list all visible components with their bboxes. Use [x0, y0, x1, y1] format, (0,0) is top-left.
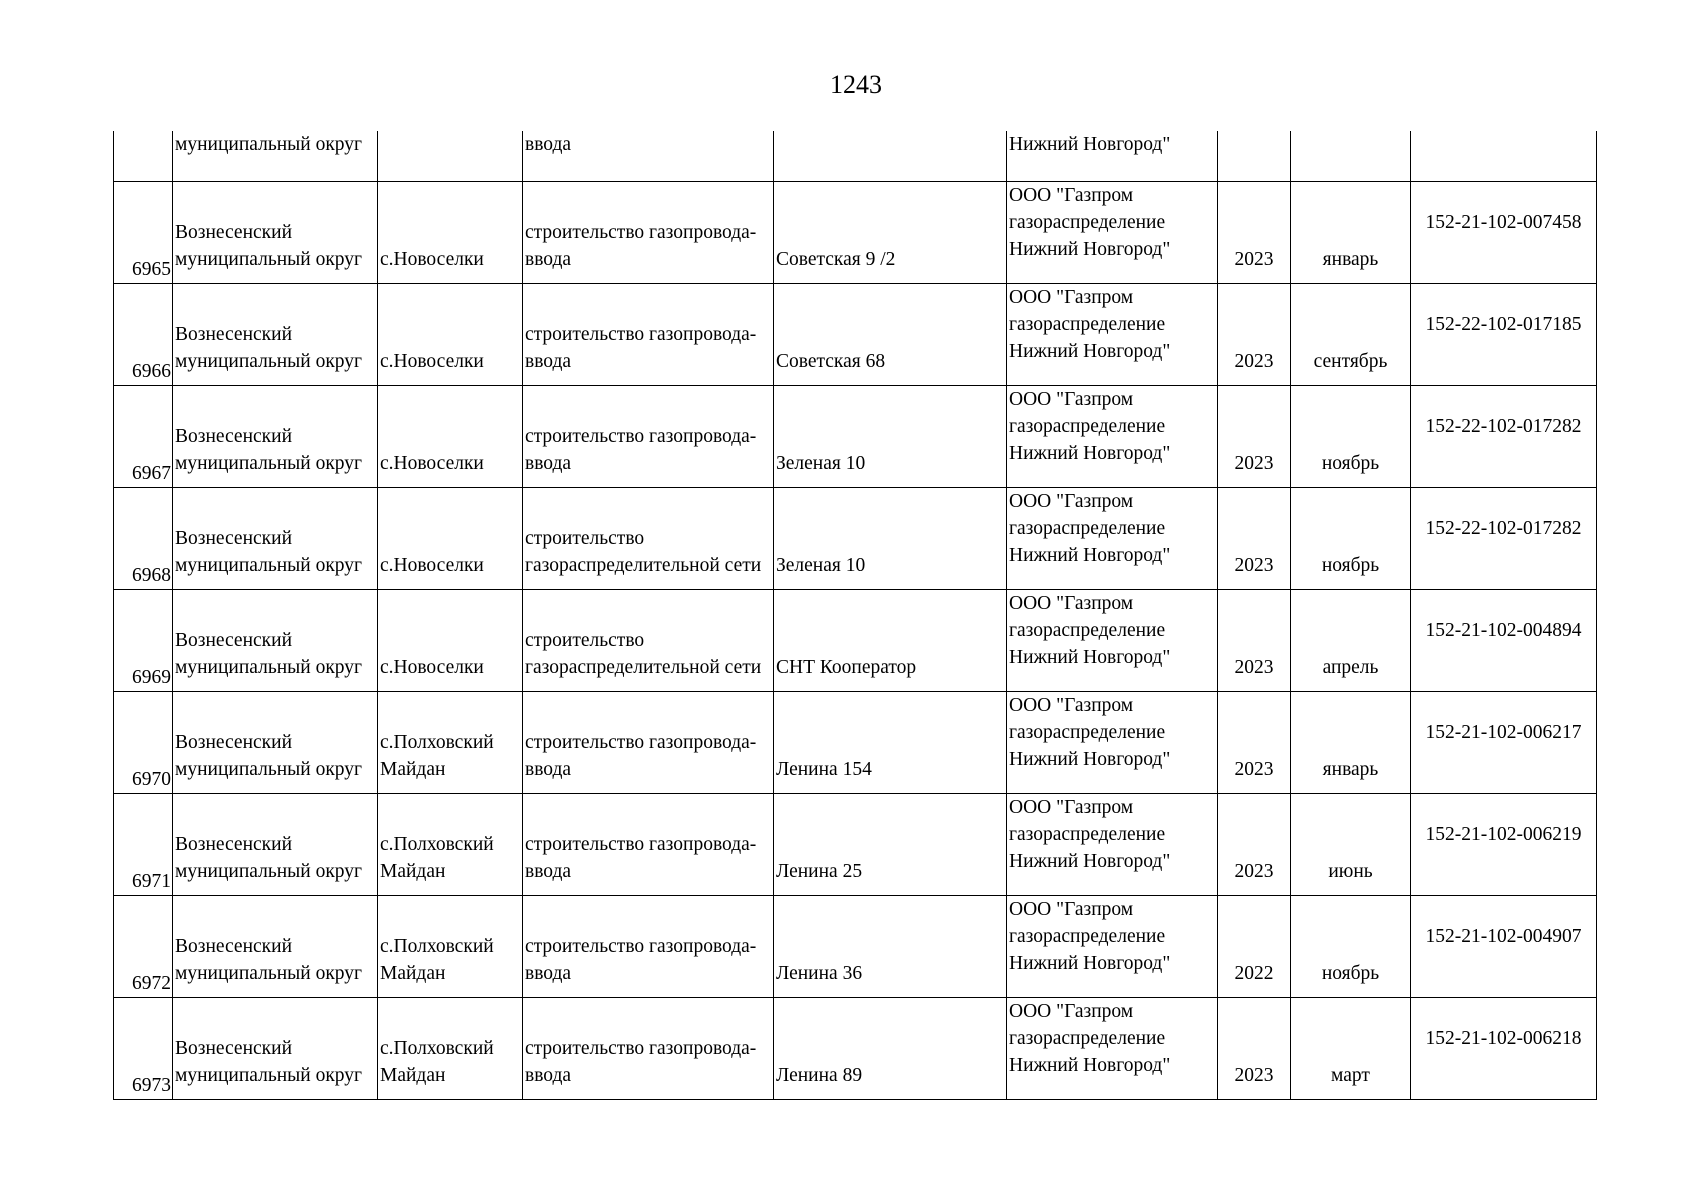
cell-month [1291, 283, 1411, 385]
work-line: ввода [525, 1064, 572, 1086]
address-text: СНТ Кооператор [776, 656, 917, 678]
settlement-line: с.Новоселки [380, 656, 484, 678]
address-text: Ленина 89 [776, 1064, 863, 1086]
cell-num: 6970 [114, 691, 173, 793]
district-line: Вознесенский [175, 935, 293, 957]
org-line: Нижний Новгород" [1009, 544, 1171, 566]
code-text: 152-21-102-006217 [1425, 721, 1582, 743]
table-row [114, 283, 1597, 385]
work-line: строительство газопровода- [525, 221, 757, 243]
settlement-line: с.Полховский [380, 935, 494, 957]
year-text: 2022 [1234, 962, 1274, 984]
org-line: ООО "Газпром [1009, 898, 1134, 920]
cell-district [173, 589, 378, 691]
year-text: 2023 [1234, 656, 1274, 678]
page-number: 1243 [830, 70, 882, 99]
district-line: Вознесенский [175, 425, 293, 447]
cell-year [1218, 487, 1291, 589]
cell-year [1218, 589, 1291, 691]
address-text: Ленина 154 [776, 758, 872, 780]
code-text: 152-21-102-007458 [1425, 211, 1582, 233]
district-line: муниципальный округ [175, 656, 363, 678]
cell-district [173, 691, 378, 793]
month-text: ноябрь [1321, 962, 1380, 984]
cell-code [1411, 131, 1597, 181]
cell-year [1218, 793, 1291, 895]
cell-year [1218, 385, 1291, 487]
work-line: строительство газопровода- [525, 731, 757, 753]
cell-num: 6966 [114, 283, 173, 385]
table-row [114, 487, 1597, 589]
address-text: Зеленая 10 [776, 554, 866, 576]
cell-org [1007, 793, 1218, 895]
cell-address [774, 385, 1007, 487]
cell-address [774, 997, 1007, 1099]
cell-settlement [378, 181, 523, 283]
cell-code [1411, 691, 1597, 793]
district-line: муниципальный округ [175, 554, 363, 576]
org-line: газораспределение [1009, 517, 1166, 539]
cell-work [523, 793, 774, 895]
org-line: Нижний Новгород" [1009, 1054, 1171, 1076]
cell-settlement [378, 997, 523, 1099]
cell-code [1411, 181, 1597, 283]
settlement-line: Майдан [380, 962, 446, 984]
cell-num: 6969 [114, 589, 173, 691]
cell-settlement [378, 793, 523, 895]
cell-address [774, 131, 1007, 181]
cell-org [1007, 997, 1218, 1099]
work-line: ввода [525, 962, 572, 984]
address-text: Ленина 36 [776, 962, 863, 984]
cell-work [523, 691, 774, 793]
org-line: ООО "Газпром [1009, 184, 1134, 206]
cell-org [1007, 691, 1218, 793]
district-line: муниципальный округ [175, 758, 363, 780]
org-line: ООО "Газпром [1009, 592, 1134, 614]
year-text: 2023 [1234, 1064, 1274, 1086]
org-line: газораспределение [1009, 211, 1166, 233]
code-text: 152-22-102-017282 [1425, 415, 1582, 437]
work-line: газораспределительной сети [525, 554, 762, 576]
cell-num: 6968 [114, 487, 173, 589]
district-line: Вознесенский [175, 527, 293, 549]
org-line: газораспределение [1009, 721, 1166, 743]
cell-district [173, 283, 378, 385]
year-text: 2023 [1234, 758, 1274, 780]
cell-year [1218, 691, 1291, 793]
cell-org [1007, 895, 1218, 997]
cell-org [1007, 283, 1218, 385]
org-line: ООО "Газпром [1009, 796, 1134, 818]
cell-work [523, 385, 774, 487]
settlement-line: с.Полховский [380, 731, 494, 753]
cell-month [1291, 589, 1411, 691]
cell-month [1291, 997, 1411, 1099]
cell-settlement [378, 131, 523, 181]
cell-settlement [378, 385, 523, 487]
address-text: Советская 9 /2 [776, 248, 896, 270]
district-line: муниципальный округ [175, 452, 363, 474]
table-row [114, 589, 1597, 691]
month-text: ноябрь [1321, 452, 1380, 474]
work-line: ввода [525, 758, 572, 780]
table-body [114, 131, 1597, 1099]
cell-district: муниципальный округ [173, 131, 378, 181]
district-line: муниципальный округ [175, 248, 363, 270]
cell-address [774, 895, 1007, 997]
org-line: Нижний Новгород" [1009, 952, 1171, 974]
month-text: март [1331, 1064, 1370, 1086]
code-text: 152-22-102-017185 [1425, 313, 1582, 335]
address-text: Зеленая 10 [776, 452, 866, 474]
cell-year [1218, 181, 1291, 283]
org-line: Нижний Новгород" [1009, 748, 1171, 770]
cell-district [173, 385, 378, 487]
org-line: Нижний Новгород" [1009, 238, 1171, 260]
org-line: ООО "Газпром [1009, 694, 1134, 716]
cell-code [1411, 895, 1597, 997]
table-row [114, 181, 1597, 283]
cell-org [1007, 181, 1218, 283]
cell-num: 6971 [114, 793, 173, 895]
cell-code [1411, 487, 1597, 589]
cell-district [173, 487, 378, 589]
cell-settlement [378, 895, 523, 997]
cell-work [523, 283, 774, 385]
month-text: ноябрь [1321, 554, 1380, 576]
settlement-line: с.Полховский [380, 833, 494, 855]
cell-address [774, 283, 1007, 385]
district-line: муниципальный округ [175, 860, 363, 882]
cell-month [1291, 181, 1411, 283]
org-line: газораспределение [1009, 925, 1166, 947]
org-line: Нижний Новгород" [1009, 442, 1171, 464]
settlement-line: Майдан [380, 1064, 446, 1086]
work-line: газораспределительной сети [525, 656, 762, 678]
district-line: Вознесенский [175, 1037, 293, 1059]
month-text: апрель [1322, 656, 1379, 678]
org-line: ООО "Газпром [1009, 286, 1134, 308]
org-line: ООО "Газпром [1009, 1000, 1134, 1022]
cell-month [1291, 487, 1411, 589]
settlement-line: Майдан [380, 860, 446, 882]
month-text: январь [1322, 248, 1379, 270]
settlement-line: с.Новоселки [380, 350, 484, 372]
code-text: 152-21-102-004894 [1425, 619, 1582, 641]
work-line: строительство газопровода- [525, 425, 757, 447]
cell-district [173, 997, 378, 1099]
cell-num: 6972 [114, 895, 173, 997]
org-line: газораспределение [1009, 313, 1166, 335]
cell-address [774, 181, 1007, 283]
cell-address [774, 487, 1007, 589]
district-line: Вознесенский [175, 323, 293, 345]
cell-address [774, 589, 1007, 691]
cell-settlement [378, 487, 523, 589]
work-line: ввода [525, 452, 572, 474]
cell-work [523, 895, 774, 997]
org-line: Нижний Новгород" [1009, 646, 1171, 668]
work-line: строительство [525, 527, 645, 549]
work-line: ввода [525, 350, 572, 372]
cell-code [1411, 283, 1597, 385]
cell-month [1291, 385, 1411, 487]
cell-year [1218, 131, 1291, 181]
district-line: Вознесенский [175, 629, 293, 651]
table-row [114, 385, 1597, 487]
table-row-continued [114, 131, 1597, 181]
org-line: газораспределение [1009, 823, 1166, 845]
org-line: газораспределение [1009, 415, 1166, 437]
cell-month [1291, 131, 1411, 181]
year-text: 2023 [1234, 860, 1274, 882]
org-line: Нижний Новгород" [1009, 850, 1171, 872]
cell-code [1411, 589, 1597, 691]
cell-work [523, 589, 774, 691]
cell-num: 6973 [114, 997, 173, 1099]
gas-connection-table [113, 131, 1597, 1100]
code-text: 152-21-102-004907 [1425, 925, 1582, 947]
settlement-line: с.Новоселки [380, 452, 484, 474]
settlement-line: с.Полховский [380, 1037, 494, 1059]
cell-settlement [378, 589, 523, 691]
cell-code [1411, 997, 1597, 1099]
cell-month [1291, 793, 1411, 895]
district-line: Вознесенский [175, 833, 293, 855]
org-line: ООО "Газпром [1009, 388, 1134, 410]
settlement-line: с.Новоселки [380, 248, 484, 270]
cell-code [1411, 385, 1597, 487]
year-text: 2023 [1234, 350, 1274, 372]
work-line: строительство [525, 629, 645, 651]
cell-num: 6967 [114, 385, 173, 487]
cell-district [173, 895, 378, 997]
cell-year [1218, 283, 1291, 385]
cell-district [173, 181, 378, 283]
cell-year [1218, 997, 1291, 1099]
cell-month [1291, 895, 1411, 997]
district-line: Вознесенский [175, 221, 293, 243]
district-line: муниципальный округ [175, 350, 363, 372]
code-text: 152-21-102-006219 [1425, 823, 1582, 845]
month-text: сентябрь [1313, 350, 1388, 372]
code-text: 152-21-102-006218 [1425, 1027, 1582, 1049]
cell-work: ввода [523, 131, 774, 181]
district-line: муниципальный округ [175, 1064, 363, 1086]
cell-org [1007, 385, 1218, 487]
cell-work [523, 487, 774, 589]
cell-num [114, 131, 173, 181]
cell-address [774, 691, 1007, 793]
cell-org [1007, 487, 1218, 589]
org-line: Нижний Новгород" [1009, 340, 1171, 362]
work-line: строительство газопровода- [525, 935, 757, 957]
code-text: 152-22-102-017282 [1425, 517, 1582, 539]
cell-code [1411, 793, 1597, 895]
org-line: газораспределение [1009, 619, 1166, 641]
work-line: строительство газопровода- [525, 833, 757, 855]
district-line: муниципальный округ [175, 962, 363, 984]
year-text: 2023 [1234, 248, 1274, 270]
table-row [114, 997, 1597, 1099]
cell-org [1007, 589, 1218, 691]
year-text: 2023 [1234, 452, 1274, 474]
work-line: строительство газопровода- [525, 323, 757, 345]
org-line: газораспределение [1009, 1027, 1166, 1049]
month-text: июнь [1328, 860, 1373, 882]
cell-month [1291, 691, 1411, 793]
work-line: ввода [525, 860, 572, 882]
table-row [114, 793, 1597, 895]
table-row [114, 691, 1597, 793]
cell-address [774, 793, 1007, 895]
cell-work [523, 997, 774, 1099]
cell-settlement [378, 691, 523, 793]
address-text: Советская 68 [776, 350, 886, 372]
cell-district [173, 793, 378, 895]
org-line: ООО "Газпром [1009, 490, 1134, 512]
cell-settlement [378, 283, 523, 385]
work-line: строительство газопровода- [525, 1037, 757, 1059]
cell-num: 6965 [114, 181, 173, 283]
year-text: 2023 [1234, 554, 1274, 576]
work-line: ввода [525, 248, 572, 270]
table-row [114, 895, 1597, 997]
address-text: Ленина 25 [776, 860, 863, 882]
district-line: Вознесенский [175, 731, 293, 753]
cell-year [1218, 895, 1291, 997]
month-text: январь [1322, 758, 1379, 780]
cell-work [523, 181, 774, 283]
settlement-line: Майдан [380, 758, 446, 780]
cell-org: Нижний Новгород" [1007, 131, 1218, 181]
settlement-line: с.Новоселки [380, 554, 484, 576]
